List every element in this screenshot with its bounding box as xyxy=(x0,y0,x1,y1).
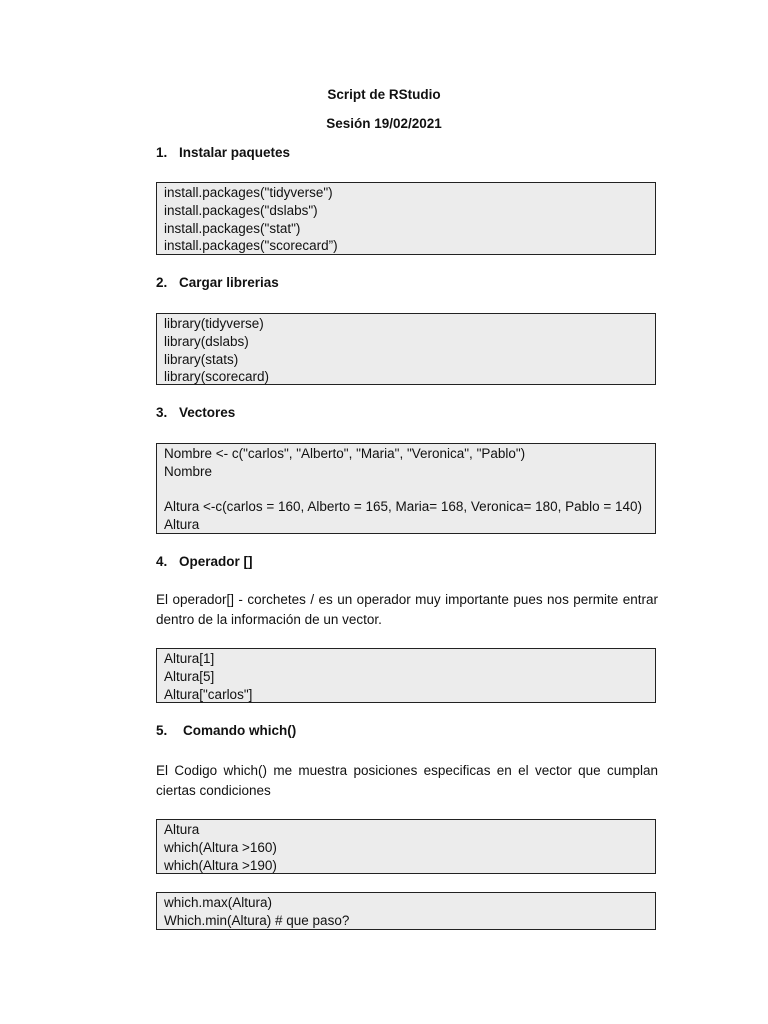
code-line: which.max(Altura) xyxy=(164,895,273,910)
section-number: 1. xyxy=(156,145,168,160)
section-title: Instalar paquetes xyxy=(179,145,291,160)
code-line xyxy=(164,481,648,499)
paragraph-operador: El operador[] - corchetes / es un operador muy importante pues nos permite entrar dentro de la información de un vector. xyxy=(156,592,658,627)
section-heading-3 xyxy=(156,405,235,420)
code-line: which(Altura >160) xyxy=(164,839,277,855)
section-title: Operador [] xyxy=(179,554,253,569)
section-title: Comando which() xyxy=(183,723,297,738)
code-block-operador xyxy=(156,648,656,703)
code-line: Altura[1] xyxy=(164,651,215,666)
code-line: library(tidyverse) xyxy=(164,316,264,331)
code-line: Altura <-c(carlos = 160, Alberto = 165, Maria= 168, Veronica= 180, Pablo = 140) xyxy=(164,499,643,515)
section-heading-5 xyxy=(156,723,296,738)
section-title: Vectores xyxy=(179,405,236,420)
section-heading-1 xyxy=(156,145,290,160)
section-number: 4. xyxy=(156,554,168,569)
code-block-which xyxy=(156,819,656,874)
code-line: install.packages("tidyverse") xyxy=(164,185,333,200)
code-line: Altura xyxy=(164,822,200,837)
code-line: Altura[5] xyxy=(164,668,215,684)
code-line: which(Altura >190) xyxy=(164,857,277,873)
section-heading-2 xyxy=(156,275,279,290)
section-heading-4 xyxy=(156,554,253,569)
code-line: install.packages("scorecard”) xyxy=(164,238,338,254)
code-line: Altura xyxy=(164,517,200,533)
section-number: 2. xyxy=(156,275,168,290)
code-line: Altura["carlos"] xyxy=(164,686,253,702)
code-line: install.packages("stat") xyxy=(164,220,301,236)
code-line: library(dslabs) xyxy=(164,333,249,349)
section-number: 5. xyxy=(156,723,168,738)
paragraph-which: El Codigo which() me muestra posiciones especificas en el vector que cumplan ciertas condiciones xyxy=(156,763,658,798)
code-block-vectors xyxy=(156,443,656,534)
section-title: Cargar librerias xyxy=(179,275,279,290)
code-block-libraries xyxy=(156,313,656,385)
section-number: 3. xyxy=(156,405,168,420)
code-line: library(stats) xyxy=(164,351,239,367)
code-line: library(scorecard) xyxy=(164,369,270,385)
code-line: Which.min(Altura) # que paso? xyxy=(164,912,350,928)
code-line: install.packages("dslabs") xyxy=(164,202,318,218)
code-line: Nombre xyxy=(164,463,213,479)
document-title: Script de RStudio xyxy=(327,87,441,102)
code-block-which-max-min xyxy=(156,892,656,930)
code-line: Nombre <- c("carlos", "Alberto", "Maria", "Veronica", "Pablo") xyxy=(164,446,526,461)
document-subtitle: Sesión 19/02/2021 xyxy=(326,116,442,131)
code-block-install xyxy=(156,182,656,255)
